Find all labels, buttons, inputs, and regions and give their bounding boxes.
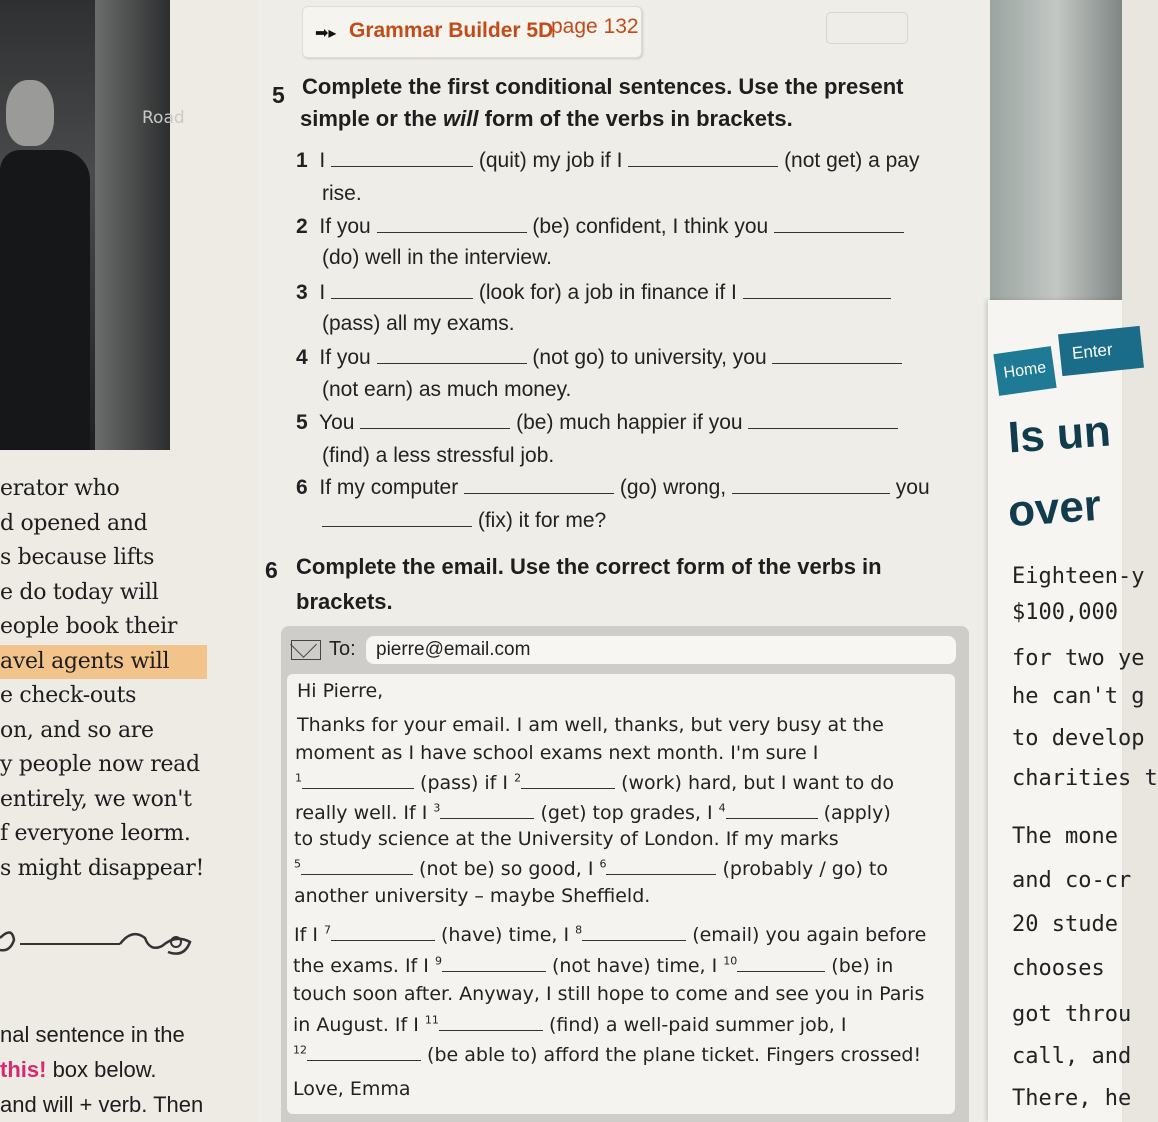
instruction-emphasis: will [443, 106, 479, 131]
exercise-item [296, 148, 919, 173]
right-line: and co-cr [1012, 868, 1132, 893]
answer-blank[interactable] [440, 800, 534, 819]
item-number: 6 [296, 476, 308, 499]
email-line [295, 770, 894, 794]
item-continuation: (do) well in the interview. [322, 246, 552, 269]
right-line: The mone [1012, 824, 1118, 849]
email-text: (pass) if I [414, 772, 515, 794]
gap-number: 9 [434, 954, 442, 968]
item-continuation: (find) a less stressful job. [322, 444, 555, 467]
answer-blank[interactable] [439, 1012, 543, 1031]
left-line: y people now read [0, 752, 200, 777]
road-sign: Road [142, 108, 185, 128]
answer-blank[interactable] [301, 856, 413, 875]
item-continuation: (pass) all my exams. [322, 312, 515, 335]
left-line: e check-outs [0, 683, 137, 708]
answer-blank[interactable] [521, 770, 615, 789]
item-text: (be) confident, I think you [526, 215, 775, 238]
item-text: If you [319, 346, 377, 369]
answer-blank[interactable] [377, 214, 527, 233]
left-article-text [0, 472, 260, 886]
right-heading: over [1006, 480, 1103, 537]
item-continuation: (not earn) as much money. [322, 378, 572, 401]
answer-blank[interactable] [464, 475, 614, 494]
left-bottom-rest: box below. [46, 1057, 157, 1082]
item-text: (not go) to university, you [526, 346, 773, 369]
item-continuation: rise. [322, 182, 362, 205]
left-page [0, 0, 260, 1122]
answer-blank[interactable] [331, 148, 473, 167]
exercise-number: 6 [265, 557, 278, 583]
answer-blank[interactable] [732, 475, 890, 494]
right-line: for two ye [1012, 646, 1145, 671]
exercise-item [296, 280, 891, 305]
answer-blank[interactable] [322, 508, 472, 527]
left-bottom-text [0, 1017, 203, 1122]
tab-home: Home [993, 346, 1056, 396]
gap-number: 10 [723, 954, 738, 968]
answer-blank[interactable] [772, 345, 902, 364]
answer-blank[interactable] [748, 410, 898, 429]
highlight: avel agents will [0, 645, 207, 680]
photo-figure [0, 150, 90, 450]
highlight-word: this! [0, 1057, 47, 1082]
email-address-field[interactable]: pierre@email.com [366, 636, 956, 664]
exercise-item [296, 410, 898, 435]
gap-number: 11 [424, 1013, 439, 1027]
right-line: he can't g [1012, 684, 1145, 709]
answer-blank[interactable] [307, 1042, 421, 1061]
answer-blank[interactable] [442, 953, 546, 972]
email-line [293, 953, 893, 977]
email-text: (email) you again before [686, 924, 927, 946]
gap-number: 5 [294, 857, 301, 871]
envelope-icon [291, 640, 321, 660]
answer-blank[interactable] [726, 800, 818, 819]
answer-blank[interactable] [774, 214, 904, 233]
item-text: (fix) it for me? [472, 509, 607, 532]
left-line-highlighted [0, 645, 260, 680]
answer-blank[interactable] [743, 280, 891, 299]
email-signoff: Love, Emma [293, 1078, 411, 1100]
email-text: If I [294, 924, 324, 946]
email-text: (not have) time, I [545, 955, 724, 977]
item-number: 1 [296, 149, 308, 172]
item-number: 4 [296, 346, 308, 369]
right-line: call, and [1012, 1044, 1132, 1069]
item-text: (be) much happier if you [510, 411, 749, 434]
item-text: You [318, 411, 361, 434]
right-line: 20 stude [1012, 912, 1118, 937]
email-line: Thanks for your email. I am well, thanks, but very busy at the [297, 714, 884, 736]
email-line [294, 922, 926, 946]
item-continuation [322, 508, 606, 533]
email-text: (have) time, I [434, 924, 576, 946]
email-line: another university – maybe Sheffield. [294, 885, 651, 907]
email-text: (find) a well-paid summer job, I [542, 1014, 847, 1036]
email-text: (probably / go) to [716, 858, 888, 880]
left-line: d opened and [0, 510, 148, 536]
left-line: s because lifts [0, 545, 155, 570]
right-line: charities t [1012, 766, 1158, 791]
photo [0, 0, 170, 450]
right-line: $100,000 [1012, 600, 1118, 625]
answer-blank[interactable] [331, 922, 435, 941]
gap-number: 6 [599, 857, 607, 871]
tab-enter: Enter [1058, 326, 1144, 376]
item-text: (not get) a pay [778, 149, 920, 172]
email-text: really well. If I [295, 802, 434, 824]
item-text: I [319, 281, 332, 304]
gap-number: 1 [295, 771, 302, 785]
email-line [294, 856, 888, 880]
gap-number: 4 [718, 801, 726, 815]
exercise-item [296, 345, 902, 370]
photo-door [95, 0, 170, 450]
gap-number: 12 [293, 1043, 307, 1057]
left-bottom-line: and will + verb. Then [0, 1092, 204, 1117]
squiggle-ornament-icon [0, 918, 200, 962]
email-line [295, 800, 891, 824]
exercise-instruction: brackets. [296, 589, 393, 614]
gap-number: 7 [323, 923, 331, 937]
right-line: Eighteen-y [1012, 564, 1145, 589]
grammar-builder-page: page 132 [551, 15, 639, 38]
to-label: To: [329, 638, 356, 660]
right-line: There, he [1012, 1086, 1132, 1111]
right-heading: Is un [1006, 406, 1113, 463]
email-line: moment as I have school exams next month. I'm sure I [295, 742, 819, 764]
gap-number: 8 [575, 923, 583, 937]
exercise-item [296, 214, 904, 239]
answer-blank[interactable] [737, 953, 825, 972]
email-greeting: Hi Pierre, [297, 680, 384, 702]
grammar-builder-box [302, 6, 642, 58]
email-line: to study science at the University of London. If my marks [294, 828, 839, 850]
exercise-item [296, 475, 930, 500]
item-text: I [319, 149, 332, 172]
instruction-part: simple or the [300, 106, 444, 131]
exercise-number: 5 [272, 82, 285, 108]
item-number: 2 [296, 215, 308, 238]
email-line [293, 1042, 921, 1066]
instruction-part: form of the verbs in brackets. [478, 106, 793, 131]
item-text: If my computer [319, 476, 465, 499]
left-line: entirely, we won't [0, 786, 192, 812]
email-text: (get) top grades, I [534, 802, 719, 824]
item-text: (look for) a job in finance if I [473, 281, 743, 304]
email-text: (be able to) afford the plane ticket. Fingers crossed! [421, 1044, 922, 1066]
item-text: you [889, 476, 930, 499]
item-text: If you [319, 215, 377, 238]
photo-head [6, 80, 54, 146]
item-text: (quit) my job if I [473, 149, 629, 172]
right-line: chooses [1012, 956, 1105, 981]
email-line: touch soon after. Anyway, I still hope to come and see you in Paris [293, 983, 925, 1005]
right-line: to develop [1012, 726, 1145, 751]
item-number: 3 [296, 281, 308, 304]
item-text: (go) wrong, [614, 476, 732, 499]
left-line: eople book their [0, 614, 178, 639]
email-text: the exams. If I [293, 955, 435, 977]
answer-blank[interactable] [360, 410, 510, 429]
email-line [293, 1012, 846, 1036]
exercise-instruction: Complete the email. Use the correct form of the verbs in [296, 554, 882, 579]
answer-blank[interactable] [582, 922, 686, 941]
email-text: (apply) [817, 802, 891, 824]
gap-number: 2 [514, 771, 522, 785]
answer-blank[interactable] [606, 856, 716, 875]
empty-box [826, 12, 908, 44]
email-text: in August. If I [293, 1014, 425, 1036]
email-text: (work) hard, but I want to do [615, 772, 894, 794]
answer-blank[interactable] [377, 345, 527, 364]
left-line: f everyone leorm. [0, 821, 191, 846]
arrow-icon: ➡︎▸ [315, 25, 337, 42]
email-text: (not be) so good, I [413, 858, 600, 880]
email-text: (be) in [825, 955, 894, 977]
grammar-builder-title: Grammar Builder 5D [349, 19, 554, 42]
left-line: e do today will [0, 579, 159, 605]
gap-number: 3 [433, 801, 441, 815]
left-line: erator who [0, 476, 120, 501]
item-number: 5 [296, 411, 308, 434]
left-bottom-line [0, 1052, 203, 1087]
answer-blank[interactable] [331, 280, 473, 299]
answer-blank[interactable] [628, 148, 778, 167]
left-bottom-line: nal sentence in the [0, 1022, 185, 1047]
left-line: on, and so are [0, 717, 154, 743]
answer-blank[interactable] [302, 770, 414, 789]
left-line: s might disappear! [0, 855, 205, 881]
exercise-instruction: Complete the first conditional sentences. Use the present [302, 74, 904, 99]
background-strip [990, 0, 1122, 310]
right-line: got throu [1012, 1002, 1132, 1027]
exercise-instruction [300, 106, 793, 132]
